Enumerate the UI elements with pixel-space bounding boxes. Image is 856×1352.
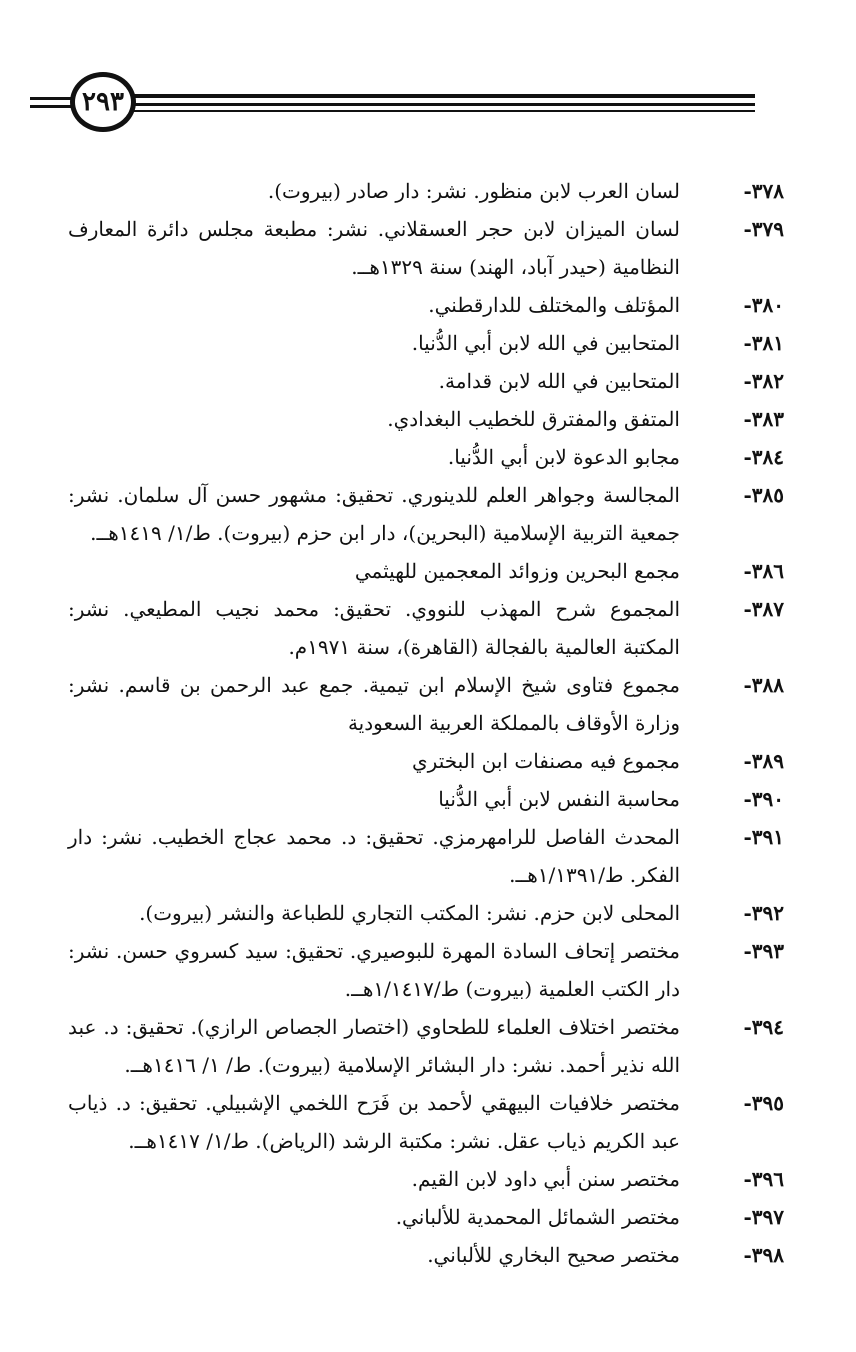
header-rule — [125, 103, 755, 106]
bibliography-entry — [68, 286, 784, 324]
bibliography-entry — [68, 932, 784, 1008]
bibliography-entry — [68, 1236, 784, 1274]
bibliography-entry — [68, 172, 784, 210]
bibliography-entry — [68, 1084, 784, 1160]
entry-number: ٣٩٤- — [743, 1015, 784, 1039]
entry-text: محاسبة النفس لابن أبي الدُّنيا — [438, 787, 680, 811]
entry-number: ٣٨١- — [743, 331, 784, 355]
bibliography-entry — [68, 1198, 784, 1236]
entry-number: ٣٨٤- — [743, 445, 784, 469]
entry-text: مختصر خلافيات البيهقي لأحمد بن فَرَح اللخمي الإشبيلي. تحقيق: د. ذياب عبد الكريم ذياب عقل. نشر: مكتبة الرشد (الرياض). ط/١/ ١٤١٧هــ. — [68, 1091, 680, 1153]
entry-text: مختصر صحيح البخاري للألباني. — [427, 1243, 680, 1267]
bibliography-entry — [68, 210, 784, 286]
entry-number: ٣٩٥- — [743, 1091, 784, 1115]
entry-text: المؤتلف والمختلف للدارقطني. — [428, 293, 680, 317]
entry-number: ٣٨٩- — [743, 749, 784, 773]
entry-text: المجموع شرح المهذب للنووي. تحقيق: محمد نجيب المطيعي. نشر: المكتبة العالمية بالفجالة (القاهرة)، سنة ١٩٧١م. — [68, 597, 680, 659]
page-number: ٢٩٣ — [82, 87, 124, 117]
entry-text: مختصر الشمائل المحمدية للألباني. — [395, 1205, 680, 1229]
entry-number: ٣٧٩- — [743, 217, 784, 241]
bibliography-entry — [68, 1160, 784, 1198]
bibliography-entry — [68, 742, 784, 780]
bibliography-entry — [68, 894, 784, 932]
bibliography-entry — [68, 590, 784, 666]
entry-number: ٣٩٣- — [743, 939, 784, 963]
bibliography-entry — [68, 780, 784, 818]
bibliography-entry — [68, 324, 784, 362]
entry-text: مختصر سنن أبي داود لابن القيم. — [411, 1167, 680, 1191]
entry-text: المتحابين في الله لابن قدامة. — [438, 369, 680, 393]
entry-number: ٣٧٨- — [743, 179, 784, 203]
bibliography-entry — [68, 552, 784, 590]
entry-number: ٣٩١- — [743, 825, 784, 849]
entry-text: المجالسة وجواهر العلم للدينوري. تحقيق: مشهور حسن آل سلمان. نشر: جمعية التربية الإسلامية (البحرين)، دار ابن حزم (بيروت). ط/١/ ١٤١٩هــ. — [68, 483, 680, 545]
entry-text: مجموع فيه مصنفات ابن البختري — [412, 749, 680, 773]
bibliography-entry — [68, 362, 784, 400]
entry-number: ٣٩٨- — [743, 1243, 784, 1267]
entry-text: لسان العرب لابن منظور. نشر: دار صادر (بيروت). — [267, 179, 680, 203]
entry-number: ٣٩٠- — [743, 787, 784, 811]
entry-text: مجموع فتاوى شيخ الإسلام ابن تيمية. جمع عبد الرحمن بن قاسم. نشر: وزارة الأوقاف بالمملكة العربية السعودية — [68, 673, 680, 735]
header-rule-left — [30, 97, 75, 100]
entry-text: المتحابين في الله لابن أبي الدُّنيا. — [411, 331, 680, 355]
page-number-badge — [70, 72, 136, 132]
bibliography-entry — [68, 400, 784, 438]
entry-text: لسان الميزان لابن حجر العسقلاني. نشر: مطبعة مجلس دائرة المعارف النظامية (حيدر آباد، الهند) سنة ١٣٢٩هــ. — [68, 217, 680, 279]
bibliography-entry — [68, 476, 784, 552]
entry-number: ٣٨٦- — [743, 559, 784, 583]
bibliography-entry — [68, 666, 784, 742]
entry-text: مجابو الدعوة لابن أبي الدُّنيا. — [447, 445, 680, 469]
entry-text: مختصر إتحاف السادة المهرة للبوصيري. تحقيق: سيد كسروي حسن. نشر: دار الكتب العلمية (بيروت) ط/١/١٤١٧هــ. — [68, 939, 680, 1001]
header-rule — [125, 94, 755, 98]
entry-number: ٣٨٧- — [743, 597, 784, 621]
entry-number: ٣٩٦- — [743, 1167, 784, 1191]
entry-text: المتفق والمفترق للخطيب البغدادي. — [387, 407, 680, 431]
entry-number: ٣٩٧- — [743, 1205, 784, 1229]
entry-text: المحدث الفاصل للرامهرمزي. تحقيق: د. محمد عجاج الخطيب. نشر: دار الفكر. ط/١/١٣٩١هــ. — [68, 825, 680, 887]
entry-number: ٣٨٢- — [743, 369, 784, 393]
entry-number: ٣٨٣- — [743, 407, 784, 431]
bibliography-list — [68, 172, 784, 1274]
header-rule-left — [30, 105, 75, 108]
entry-text: مجمع البحرين وزوائد المعجمين للهيثمي — [354, 559, 680, 583]
entry-number: ٣٨٨- — [743, 673, 784, 697]
entry-text: مختصر اختلاف العلماء للطحاوي (اختصار الجصاص الرازي). تحقيق: د. عبد الله نذير أحمد. نشر: دار البشائر الإسلامية (بيروت). ط/ ١/ ١٤١٦هــ. — [68, 1015, 680, 1077]
entry-number: ٣٨٥- — [743, 483, 784, 507]
page-header — [30, 70, 755, 140]
bibliography-entry — [68, 1008, 784, 1084]
entry-number: ٣٨٠- — [743, 293, 784, 317]
entry-text: المحلى لابن حزم. نشر: المكتب التجاري للطباعة والنشر (بيروت). — [139, 901, 680, 925]
bibliography-entry — [68, 818, 784, 894]
bibliography-entry — [68, 438, 784, 476]
entry-number: ٣٩٢- — [743, 901, 784, 925]
header-rule — [125, 110, 755, 112]
